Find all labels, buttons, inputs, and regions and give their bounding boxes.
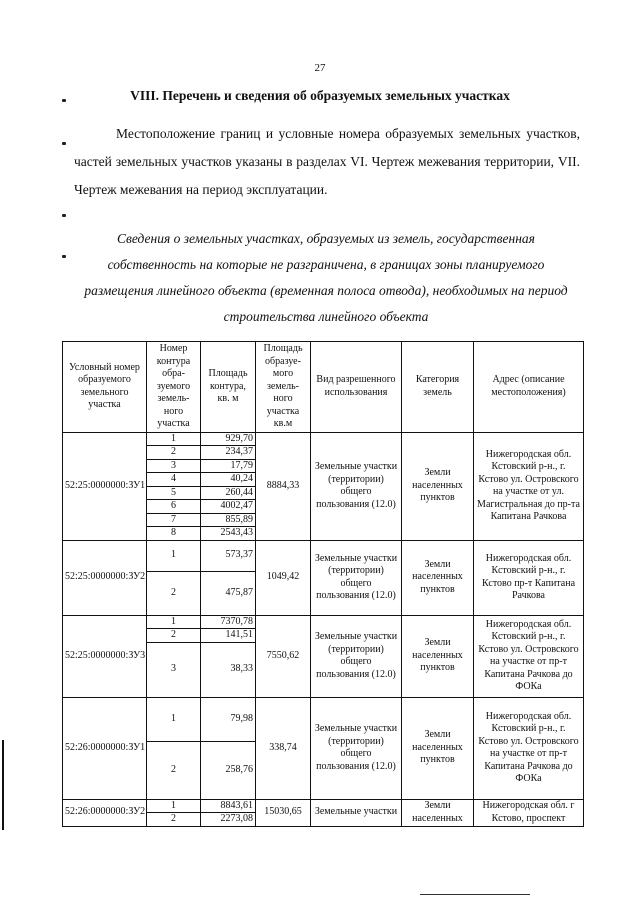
- scan-mark: [62, 255, 66, 258]
- header-parcel-area: Площадь образуе-мого земель-ного участка кв.м: [256, 342, 311, 433]
- page-number: 27: [314, 62, 326, 74]
- scan-mark: [62, 214, 66, 217]
- contour-area-cell: 855,89: [201, 513, 256, 527]
- scan-mark: [62, 99, 66, 102]
- contour-area-cell: 2273,08: [201, 813, 256, 827]
- address-cell: Нижегородская обл. Кстовский р-н., г. Кстово пр-т Капитана Рачкова: [474, 540, 584, 615]
- parcel-area-cell: 1049,42: [256, 540, 311, 615]
- contour-number-cell: 5: [147, 486, 201, 500]
- contour-area-cell: 38,33: [201, 642, 256, 697]
- contour-area-cell: 475,87: [201, 571, 256, 615]
- contour-area-cell: 17,79: [201, 459, 256, 473]
- contour-area-cell: 258,76: [201, 741, 256, 799]
- contour-area-cell: 234,37: [201, 446, 256, 460]
- table-row: [63, 697, 584, 741]
- land-category-cell: Земли населенных: [402, 799, 474, 826]
- contour-number-cell: 2: [147, 446, 201, 460]
- parcel-area-cell: 15030,65: [256, 799, 311, 826]
- contour-number-cell: 6: [147, 500, 201, 514]
- permitted-use-cell: Земельные участки (территории) общего пользования (12.0): [311, 540, 402, 615]
- contour-area-cell: 4002,47: [201, 500, 256, 514]
- parcel-id-cell: 52:26:0000000:ЗУ2: [63, 799, 147, 826]
- scan-edge-line: [2, 740, 4, 830]
- contour-area-cell: 2543,43: [201, 527, 256, 541]
- table-caption: Сведения о земельных участках, образуемых из земель, государственная собственность на которые не разграничена, в границах зоны планируемого размещения линейного объекта (временная полоса отвода), необходимых на период строительства линейного объекта: [84, 231, 568, 324]
- contour-number-cell: 2: [147, 629, 201, 643]
- contour-area-cell: 8843,61: [201, 799, 256, 813]
- address-cell: Нижегородская обл. Кстовский р-н., г. Кстово ул. Островского на участке от пр-т Капитана Рачкова до ФОКа: [474, 615, 584, 697]
- header-parcel-number: Условный номер образуемого земельного участка: [63, 342, 147, 433]
- land-category-cell: Земли населенных пунктов: [402, 540, 474, 615]
- parcel-id-cell: 52:25:0000000:ЗУ3: [63, 615, 147, 697]
- land-category-cell: Земли населенных пунктов: [402, 432, 474, 540]
- contour-number-cell: 3: [147, 642, 201, 697]
- contour-number-cell: 2: [147, 741, 201, 799]
- contour-area-cell: 7370,78: [201, 615, 256, 629]
- table-row: [63, 615, 584, 629]
- parcel-id-cell: 52:25:0000000:ЗУ1: [63, 432, 147, 540]
- header-permitted-use: Вид разрешенного использования: [311, 342, 402, 433]
- parcel-id-cell: 52:26:0000000:ЗУ1: [63, 697, 147, 799]
- land-category-cell: Земли населенных пунктов: [402, 697, 474, 799]
- parcel-area-cell: 8884,33: [256, 432, 311, 540]
- contour-number-cell: 2: [147, 813, 201, 827]
- permitted-use-cell: Земельные участки (территории) общего пользования (12.0): [311, 697, 402, 799]
- parcel-id-cell: 52:25:0000000:ЗУ2: [63, 540, 147, 615]
- contour-area-cell: 141,51: [201, 629, 256, 643]
- address-cell: Нижегородская обл. Кстовский р-н., г. Кстово ул. Островского на участке от пр-т Капитана Рачкова до ФОКа: [474, 697, 584, 799]
- scan-mark: [62, 142, 66, 145]
- contour-area-cell: 260,44: [201, 486, 256, 500]
- header-address: Адрес (описание местоположения): [474, 342, 584, 433]
- contour-area-cell: 573,37: [201, 540, 256, 571]
- land-parcels-table: [62, 341, 584, 827]
- land-category-cell: Земли населенных пунктов: [402, 615, 474, 697]
- intro-paragraph: Местоположение границ и условные номера образуемых земельных участков, частей земельных участков указаны в разделах VI. Чертеж межевания территории, VII. Чертеж межевания на период эксплуатации.: [74, 126, 580, 197]
- parcel-area-cell: 338,74: [256, 697, 311, 799]
- permitted-use-cell: Земельные участки (территории) общего пользования (12.0): [311, 615, 402, 697]
- table-header-row: [63, 342, 584, 433]
- contour-number-cell: 7: [147, 513, 201, 527]
- contour-number-cell: 1: [147, 432, 201, 446]
- table-row: [63, 432, 584, 446]
- contour-number-cell: 1: [147, 540, 201, 571]
- address-cell: Нижегородская обл. Кстовский р-н., г. Кстово ул. Островского на участке от ул. Магистральная до пр-та Капитана Рачкова: [474, 432, 584, 540]
- contour-number-cell: 4: [147, 473, 201, 487]
- header-contour-area: Площадь контура, кв. м: [201, 342, 256, 433]
- contour-number-cell: 1: [147, 697, 201, 741]
- footer-rule: [420, 894, 530, 895]
- table-row: [63, 799, 584, 813]
- contour-area-cell: 79,98: [201, 697, 256, 741]
- address-cell: Нижегородская обл. г Кстово, проспект: [474, 799, 584, 826]
- contour-area-cell: 40,24: [201, 473, 256, 487]
- table-row: [63, 540, 584, 571]
- contour-number-cell: 3: [147, 459, 201, 473]
- header-contour-number: Номер контура обра-зуемого земель-ного участка: [147, 342, 201, 433]
- contour-number-cell: 1: [147, 799, 201, 813]
- section-title: VIII. Перечень и сведения об образуемых земельных участках: [130, 88, 510, 103]
- parcel-area-cell: 7550,62: [256, 615, 311, 697]
- permitted-use-cell: Земельные участки (территории) общего пользования (12.0): [311, 432, 402, 540]
- header-land-category: Категория земель: [402, 342, 474, 433]
- contour-number-cell: 1: [147, 615, 201, 629]
- contour-number-cell: 2: [147, 571, 201, 615]
- permitted-use-cell: Земельные участки: [311, 799, 402, 826]
- contour-area-cell: 929,70: [201, 432, 256, 446]
- contour-number-cell: 8: [147, 527, 201, 541]
